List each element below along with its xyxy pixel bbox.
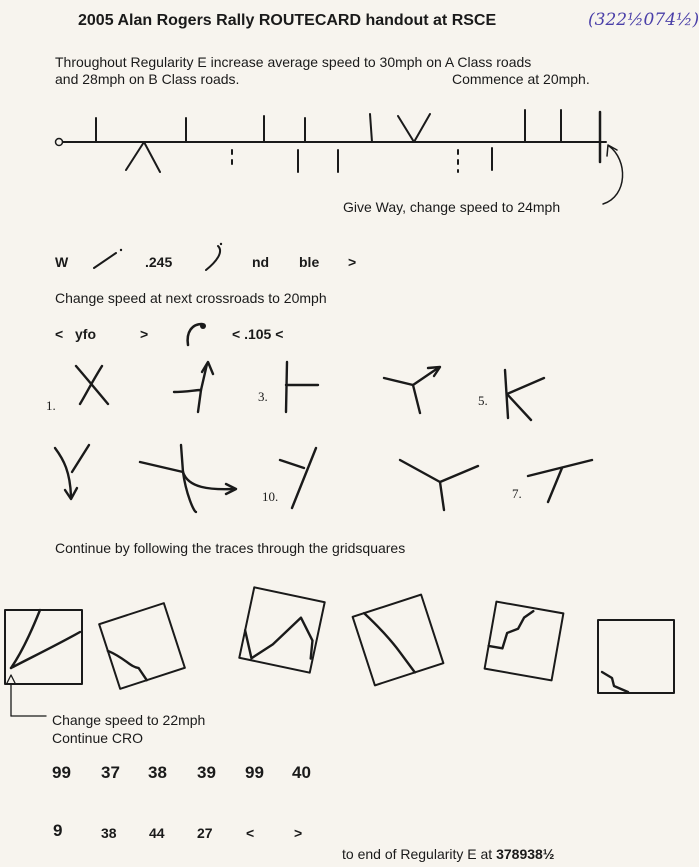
handwritten-grid-reference: (322½074½) [588,10,699,30]
gridsquare-heading: Continue by following the traces through the gridsquares [55,540,406,556]
end-text: to end of Regularity E at [342,846,497,862]
grid-ref-number: 38 [148,763,167,782]
junction-label: 3. [258,389,268,404]
junction-label: 5. [478,393,488,408]
last-row-item: 44 [149,825,165,841]
intro-line-1: Throughout Regularity E increase average speed to 30mph on A Class roads [55,54,532,70]
intro-line-2: and 28mph on B Class roads. [55,71,240,87]
end-of-regularity-note [342,846,555,862]
gridsquare-traces [5,587,674,716]
end-grid-ref: 378938½ [496,846,555,862]
junction-label: 10. [262,489,279,504]
last-row-item: 38 [101,825,117,841]
tulip-strip [56,110,623,204]
code-gt: > [140,326,149,342]
tulip-symbol-row2 [188,323,206,345]
grid-ref-number: 37 [101,763,120,782]
code-ble: ble [299,254,320,270]
code-yfo: yfo [75,326,96,342]
grid-ref-number: 40 [292,763,311,782]
junction-label: 1. [46,398,56,413]
code-105: < .105 < [232,326,284,342]
change-speed-note-2: Change speed to 22mph [52,712,206,728]
junction-label: 7. [512,486,522,501]
page-title: 2005 Alan Rogers Rally ROUTECARD handout at RSCE [78,12,497,29]
code-w: W [55,254,69,270]
last-row-first: 9 [53,821,63,840]
continue-cro-note: Continue CRO [52,730,144,746]
code-nd: nd [252,254,270,270]
intro-commence: Commence at 20mph. [452,71,590,87]
grid-ref-number: 99 [52,763,71,782]
grid-ref-number: 39 [197,763,216,782]
last-row-item: > [294,825,303,841]
last-row-item: 27 [197,825,213,841]
change-speed-note-1: Change speed at next crossroads to 20mph [55,290,327,306]
code-lt-1: < [55,326,64,342]
grid-ref-number: 99 [245,763,264,782]
give-way-note: Give Way, change speed to 24mph [343,199,561,215]
code-245: .245 [145,254,173,270]
last-row-item: < [246,825,255,841]
code-arrow-right: > [348,254,357,270]
